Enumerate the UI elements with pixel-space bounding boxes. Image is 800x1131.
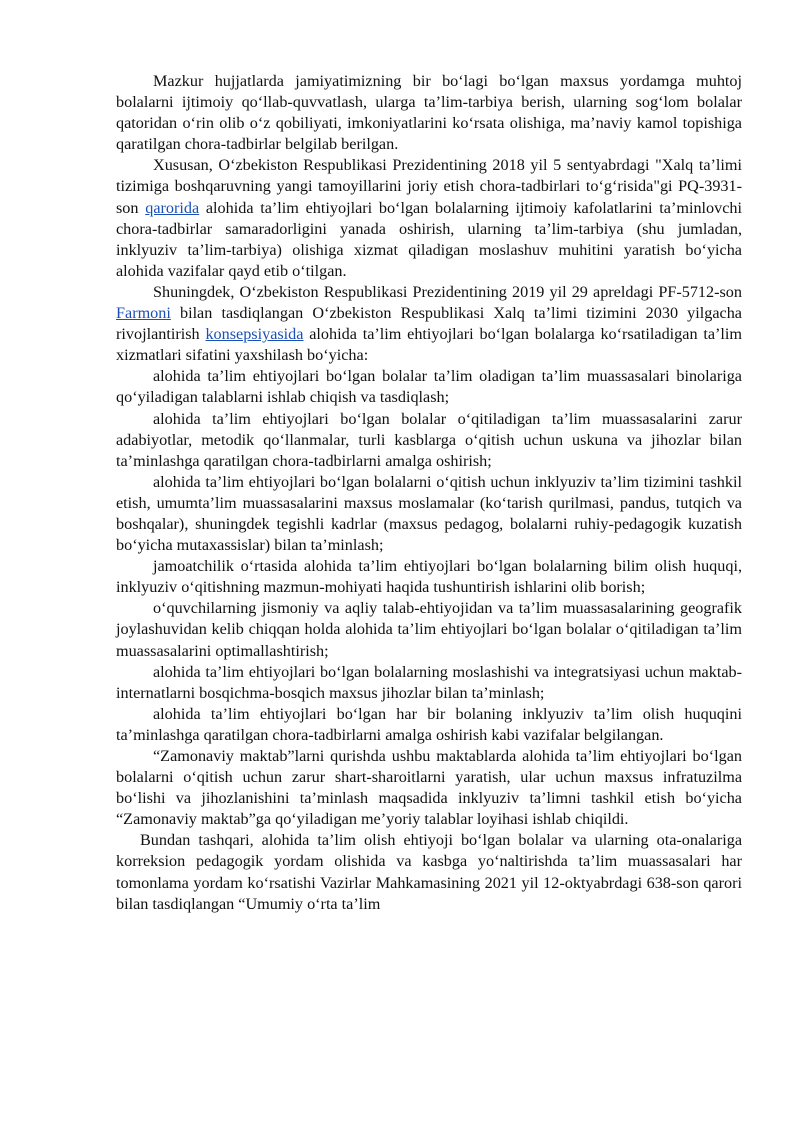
paragraph-text: Xususan, O‘zbekiston Respublikasi Prezidentining 2018 yil 5 sentyabrdagi "Xalq ta’limi tizimiga boshqaruvning yangi tamoyillarini joriy etish chora-tadbirlari to‘g‘risida"gi PQ-3931-son <box>116 156 742 217</box>
paragraph <box>116 71 742 155</box>
paragraph <box>116 472 742 556</box>
document-link[interactable]: konsepsiyasida <box>205 325 304 344</box>
paragraph <box>116 155 742 282</box>
paragraph <box>116 704 742 746</box>
paragraph-text: alohida ta’lim ehtiyojlari bo‘lgan bolalar ta’lim oladigan ta’lim muassasalari binolariga qo‘yiladigan talablarni ishlab chiqish va tasdiqlash; <box>116 367 742 407</box>
paragraph-text: Mazkur hujjatlarda jamiyatimizning bir bo‘lagi bo‘lgan maxsus yordamga muhtoj bolalarni ijtimoiy qo‘llab-quvvatlash, ularga ta’lim-tarbiya berish, ularning sog‘lom bolalar qatoridan o‘rin olib o‘z qobiliyati, imkoniyatlarini ko‘rsata olishiga, ma’naviy kamol topishiga qaratilgan chora-tadbirlar belgilab berilgan. <box>116 72 742 154</box>
document-link[interactable]: qarorida <box>145 198 200 217</box>
paragraph <box>116 409 742 472</box>
paragraph-text: Shuningdek, O‘zbekiston Respublikasi Prezidentining 2019 yil 29 apreldagi PF-5712-son <box>153 282 742 301</box>
paragraph-text: alohida ta’lim ehtiyojlari bo‘lgan bolalarga ko‘rsatiladigan ta’lim xizmatlari sifatini yaxshilash bo‘yicha: <box>116 325 743 365</box>
document-body <box>116 71 742 915</box>
paragraph <box>116 662 742 704</box>
paragraph <box>116 598 742 661</box>
paragraph-text: “Zamonaviy maktab”larni qurishda ushbu maktablarda alohida ta’lim ehtiyojlari bo‘lgan bolalarni o‘qitish uchun zarur shart-sharoitlarni yaratish, ular uchun maxsus infratuzilma bo‘lishi va jihozlanishini ta’minlash maqsadida inklyuziv ta’limni tashkil etish bo‘yicha “Zamonaviy maktab”ga qo‘yiladigan me’yoriy talablar loyihasi ishlab chiqildi. <box>116 747 742 829</box>
paragraph-text: bilan tasdiqlangan O‘zbekiston Respublikasi Xalq ta’limi tizimini 2030 yilgacha rivojlantirish <box>116 304 742 344</box>
paragraph <box>116 282 742 366</box>
paragraph-text: alohida ta’lim ehtiyojlari bo‘lgan bolalar o‘qitiladigan ta’lim muassasalarini zarur adabiyotlar, metodik qo‘llanmalar, turli kasblarga o‘qitish uchun uskuna va jihozlar bilan ta’minlashga qaratilgan chora-tadbirlarni amalga oshirish; <box>116 409 742 470</box>
paragraph-text: alohida ta’lim ehtiyojlari bo‘lgan bolalarning ijtimoiy kafolatlarini ta’minlovchi chora-tadbirlar samaradorligini yanada oshirish, ularning ta’lim-tarbiya (shu jumladan, inklyuziv ta’lim-tarbiya) olishiga xizmat qiladigan moslashuv muhitini yaratish bo‘yicha alohida vazifalar qayd etib o‘tilgan. <box>116 198 742 280</box>
document-link[interactable]: Farmoni <box>116 304 171 323</box>
paragraph-text: o‘quvchilarning jismoniy va aqliy talab-ehtiyojidan va ta’lim muassasalarining geografik joylashuvidan kelib chiqqan holda alohida ta’lim ehtiyojlari bo‘lgan bolalar o‘qitiladigan ta’lim muassasalarini optimallashtirish; <box>116 599 742 660</box>
paragraph <box>116 366 742 408</box>
paragraph-text: alohida ta’lim ehtiyojlari bo‘lgan bolalarni o‘qitish uchun inklyuziv ta’lim tizimini tashkil etish, umumta’lim muassasalarini maxsus moslamalar (ko‘tarish qurilmasi, pandus, tutqich va boshqalar), shuningdek tegishli kadrlar (maxsus pedagog, bolalarni ruhiy-pedagogik kuzatish bo‘yicha mutaxassislar) bilan ta’minlash; <box>116 472 742 555</box>
paragraph-text: alohida ta’lim ehtiyojlari bo‘lgan bolalarning moslashishi va integratsiyasi uchun maktab-internatlarni bosqichma-bosqich maxsus jihozlar bilan ta’minlash; <box>116 662 742 702</box>
paragraph <box>116 556 742 598</box>
paragraph-text: alohida ta’lim ehtiyojlari bo‘lgan har bir bolaning inklyuziv ta’lim olish huquqini ta’minlashga qaratilgan chora-tadbirlarni amalga oshirish kabi vazifalar belgilangan. <box>116 704 742 744</box>
paragraph <box>116 746 742 830</box>
paragraph-text: Bundan tashqari, alohida ta’lim olish ehtiyoji bo‘lgan bolalar va ularning ota-onalariga korreksion pedagogik yordam olishida va kasbga yo‘naltirishda ta’lim muassasalari har tomonlama yordam ko‘rsatishi Vazirlar Mahkamasining 2021 yil 12-oktyabrdagi 638-son qarori bilan tasdiqlangan “Umumiy o‘rta ta’lim <box>116 831 742 913</box>
paragraph <box>116 830 742 914</box>
paragraph-text: jamoatchilik o‘rtasida alohida ta’lim ehtiyojlari bo‘lgan bolalarning bilim olish huquqi, inklyuziv o‘qitishning mazmun-mohiyati haqida tushuntirish ishlarini olib borish; <box>116 557 742 597</box>
